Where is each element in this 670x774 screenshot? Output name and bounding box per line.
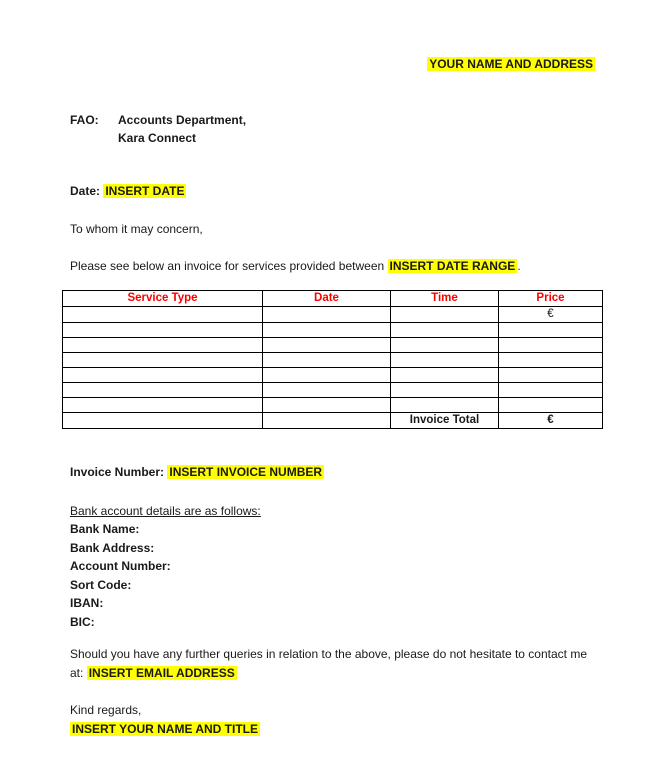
table-cell [499, 338, 603, 353]
table-cell [391, 323, 499, 338]
table-row [63, 338, 603, 353]
insert-name-title-placeholder: INSERT YOUR NAME AND TITLE [72, 721, 259, 736]
table-cell [263, 398, 391, 413]
table-row [63, 398, 603, 413]
recipient-block [70, 55, 595, 74]
table-cell: Invoice Total [391, 413, 499, 429]
table-cell [499, 368, 603, 383]
table-cell [63, 353, 263, 368]
column-header: Service Type [63, 291, 263, 307]
column-header: Date [263, 291, 391, 307]
table-cell [63, 338, 263, 353]
table-cell [63, 307, 263, 323]
queries-text-line1: Should you have any further queries in relation to the above, please do not hesitate to contact me [70, 647, 588, 661]
table-cell [391, 368, 499, 383]
table-row [63, 383, 603, 398]
signature-line [70, 720, 595, 739]
table-cell [391, 353, 499, 368]
table-cell [499, 323, 603, 338]
table-row [63, 413, 603, 429]
insert-date-placeholder: INSERT DATE [105, 183, 185, 198]
table-cell [63, 368, 263, 383]
table-row [63, 323, 603, 338]
invoice-number-line [70, 463, 595, 482]
intro-text: Please see below an invoice for services provided between [70, 258, 388, 273]
invoice-table-header-row [63, 291, 603, 307]
table-cell: € [499, 307, 603, 323]
table-cell [263, 307, 391, 323]
kind-regards: Kind regards, [70, 703, 142, 717]
table-cell [263, 338, 391, 353]
bank-name-label: Bank Name: [70, 522, 140, 536]
fao-line-2 [70, 129, 595, 148]
bic-label: BIC: [70, 614, 95, 629]
table-cell [499, 398, 603, 413]
fao-block [70, 111, 595, 148]
table-row [63, 307, 603, 323]
invoice-number-label: Invoice Number: [70, 465, 168, 479]
table-cell [63, 323, 263, 338]
queries-paragraph [70, 645, 595, 682]
salutation: To whom it may concern, [70, 222, 203, 236]
table-cell [263, 353, 391, 368]
fao-line-1 [70, 111, 595, 130]
table-cell [263, 413, 391, 429]
your-name-address-placeholder: YOUR NAME AND ADDRESS [429, 57, 593, 71]
intro-period: . [517, 258, 521, 273]
column-header: Price [499, 291, 603, 307]
table-cell: € [499, 413, 603, 429]
table-cell [391, 307, 499, 323]
fao-department: Accounts Department, [118, 112, 247, 127]
intro-paragraph [70, 257, 595, 276]
insert-invoice-number-placeholder: INSERT INVOICE NUMBER [169, 465, 323, 479]
column-header: Time [391, 291, 499, 307]
fao-company: Kara Connect [118, 131, 197, 145]
bank-details-block [70, 520, 595, 631]
account-number-label: Account Number: [70, 559, 171, 573]
table-cell [63, 398, 263, 413]
table-cell [263, 368, 391, 383]
table-row [63, 368, 603, 383]
table-cell [499, 353, 603, 368]
table-cell [391, 383, 499, 398]
queries-text-line2: at: [70, 665, 87, 680]
sort-code-label: Sort Code: [70, 577, 132, 592]
table-cell [499, 383, 603, 398]
table-row [63, 353, 603, 368]
table-cell [391, 398, 499, 413]
insert-date-range-placeholder: INSERT DATE RANGE [389, 258, 516, 273]
date-label: Date: [70, 183, 104, 198]
bank-details-heading: Bank account details are as follows: [70, 503, 261, 518]
insert-email-placeholder: INSERT EMAIL ADDRESS [88, 665, 235, 680]
table-cell [391, 338, 499, 353]
invoice-table [62, 290, 603, 429]
iban-label: IBAN: [70, 596, 104, 610]
date-line [70, 182, 595, 201]
bank-address-label: Bank Address: [70, 540, 155, 555]
table-cell [263, 383, 391, 398]
table-cell [263, 323, 391, 338]
table-cell [63, 413, 263, 429]
fao-label: FAO: [70, 112, 99, 127]
table-cell [63, 383, 263, 398]
